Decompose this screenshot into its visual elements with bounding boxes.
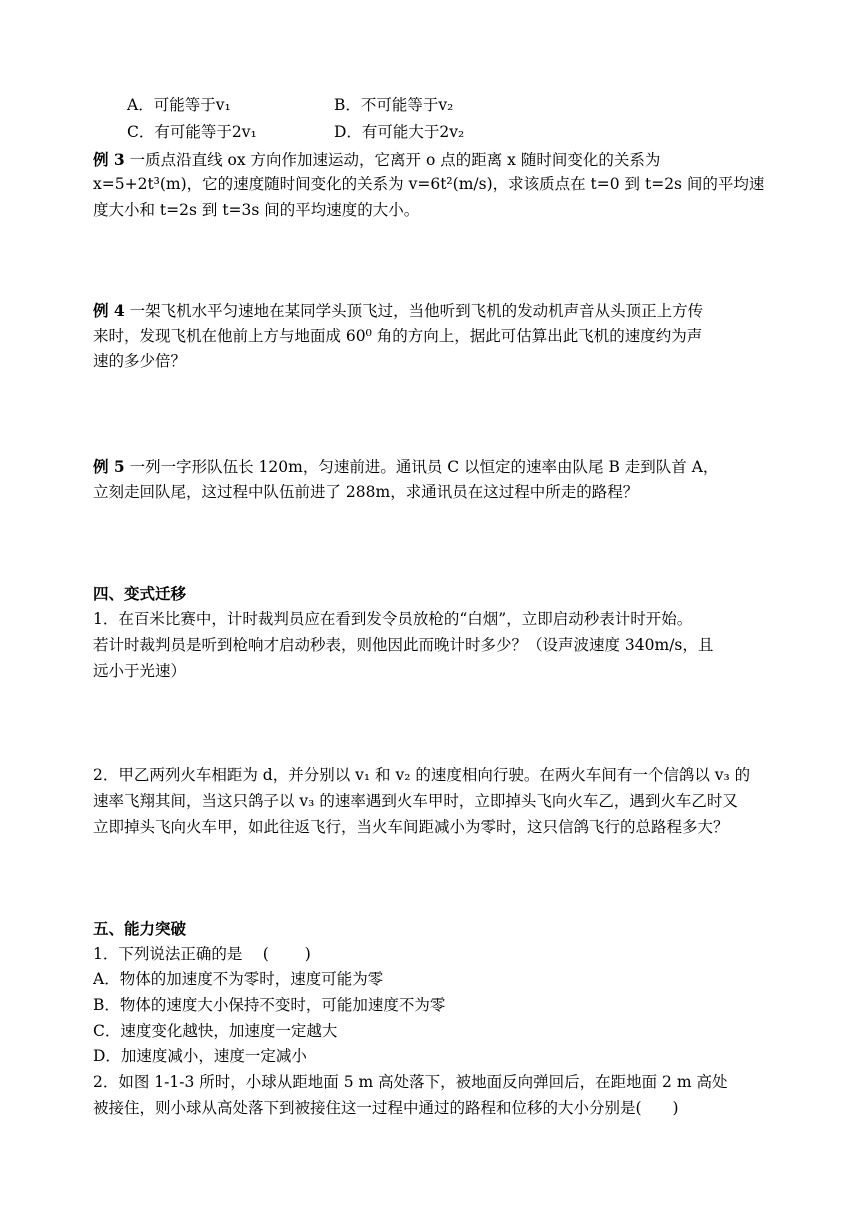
- section-4-title: 四、变式迁移: [93, 584, 187, 603]
- option-d: D．有可能大于2v₂: [334, 123, 465, 141]
- example-3-line-2: x=5+2t³(m)，它的速度随时间变化的关系为 v=6t²(m/s)，求该质点在 t=0 到 t=2s 间的平均速: [93, 175, 765, 193]
- example-5-line-2: 立刻走回队尾，这过程中队伍前进了 288m，求通讯员在这过程中所走的路程？: [93, 483, 639, 501]
- s5-q1-option-b: B．物体的速度大小保持不变时，可能加速度不为零: [93, 996, 446, 1014]
- s5-q1-option-c: C．速度变化越快，加速度一定越大: [93, 1022, 338, 1040]
- example-3-label: 例 3: [93, 150, 125, 169]
- example-4-line-1: 例 4 一架飞机水平匀速地在某同学头顶飞过，当他听到飞机的发动机声音从头顶正上方传: [93, 301, 704, 320]
- example-5-label: 例 5: [93, 457, 125, 476]
- example-3-line-1: 例 3 一质点沿直线 ox 方向作加速运动，它离开 o 点的距离 x 随时间变化的关系为: [93, 150, 661, 169]
- option-a: A．可能等于v₁ B．不可能等于v₂: [127, 96, 454, 114]
- s4-q1-line-2: 若计时裁判员是听到枪响才启动秒表，则他因此而晚计时多少？（设声波速度 340m/s，且: [93, 636, 714, 654]
- example-4-line-2: 来时，发现飞机在他前上方与地面成 60⁰ 角的方向上，据此可估算出此飞机的速度约为声: [93, 327, 703, 345]
- s4-q1-line-3: 远小于光速）: [93, 662, 187, 680]
- option-c: C．有可能等于2v₁ D．有可能大于2v₂: [127, 123, 465, 141]
- example-4-label: 例 4: [93, 301, 125, 320]
- example-3-line-3: 度大小和 t=2s 到 t=3s 间的平均速度的大小。: [93, 201, 420, 219]
- s4-q1-line-1: 1．在百米比赛中，计时裁判员应在看到发令员放枪的“白烟”，立即启动秒表计时开始。: [93, 610, 693, 628]
- s5-q1-option-a: A．物体的加速度不为零时，速度可能为零: [93, 970, 384, 988]
- section-5-title: 五、能力突破: [93, 919, 187, 938]
- s5-q2-line-2: 被接住，则小球从高处落下到被接住这一过程中通过的路程和位移的大小分别是( ): [93, 1099, 679, 1117]
- s5-q2-line-1: 2．如图 1-1-3 所时，小球从距地面 5 m 高处落下，被地面反向弹回后，在距地面 2 m 高处: [93, 1073, 728, 1091]
- s5-q1-stem: 1．下列说法正确的是 ( ): [93, 945, 311, 963]
- example-4-line-3: 速的多少倍？: [93, 352, 187, 370]
- example-5-line-1: 例 5 一列一字形队伍长 120m，匀速前进。通讯员 C 以恒定的速率由队尾 B 走到队首 A，: [93, 457, 719, 476]
- s5-q1-option-d: D．加速度减小，速度一定减小: [93, 1047, 307, 1065]
- option-b: B．不可能等于v₂: [334, 96, 454, 114]
- s4-q2-line-1: 2．甲乙两列火车相距为 d，并分别以 v₁ 和 v₂ 的速度相向行驶。在两火车间有一个信鸽以 v₃ 的: [93, 766, 751, 784]
- s4-q2-line-3: 立即掉头飞向火车甲，如此往返飞行，当火车间距减小为零时，这只信鸽飞行的总路程多大？: [93, 818, 729, 836]
- s4-q2-line-2: 速率飞翔其间，当这只鸽子以 v₃ 的速率遇到火车甲时，立即掉头飞向火车乙，遇到火车乙时又: [93, 792, 738, 810]
